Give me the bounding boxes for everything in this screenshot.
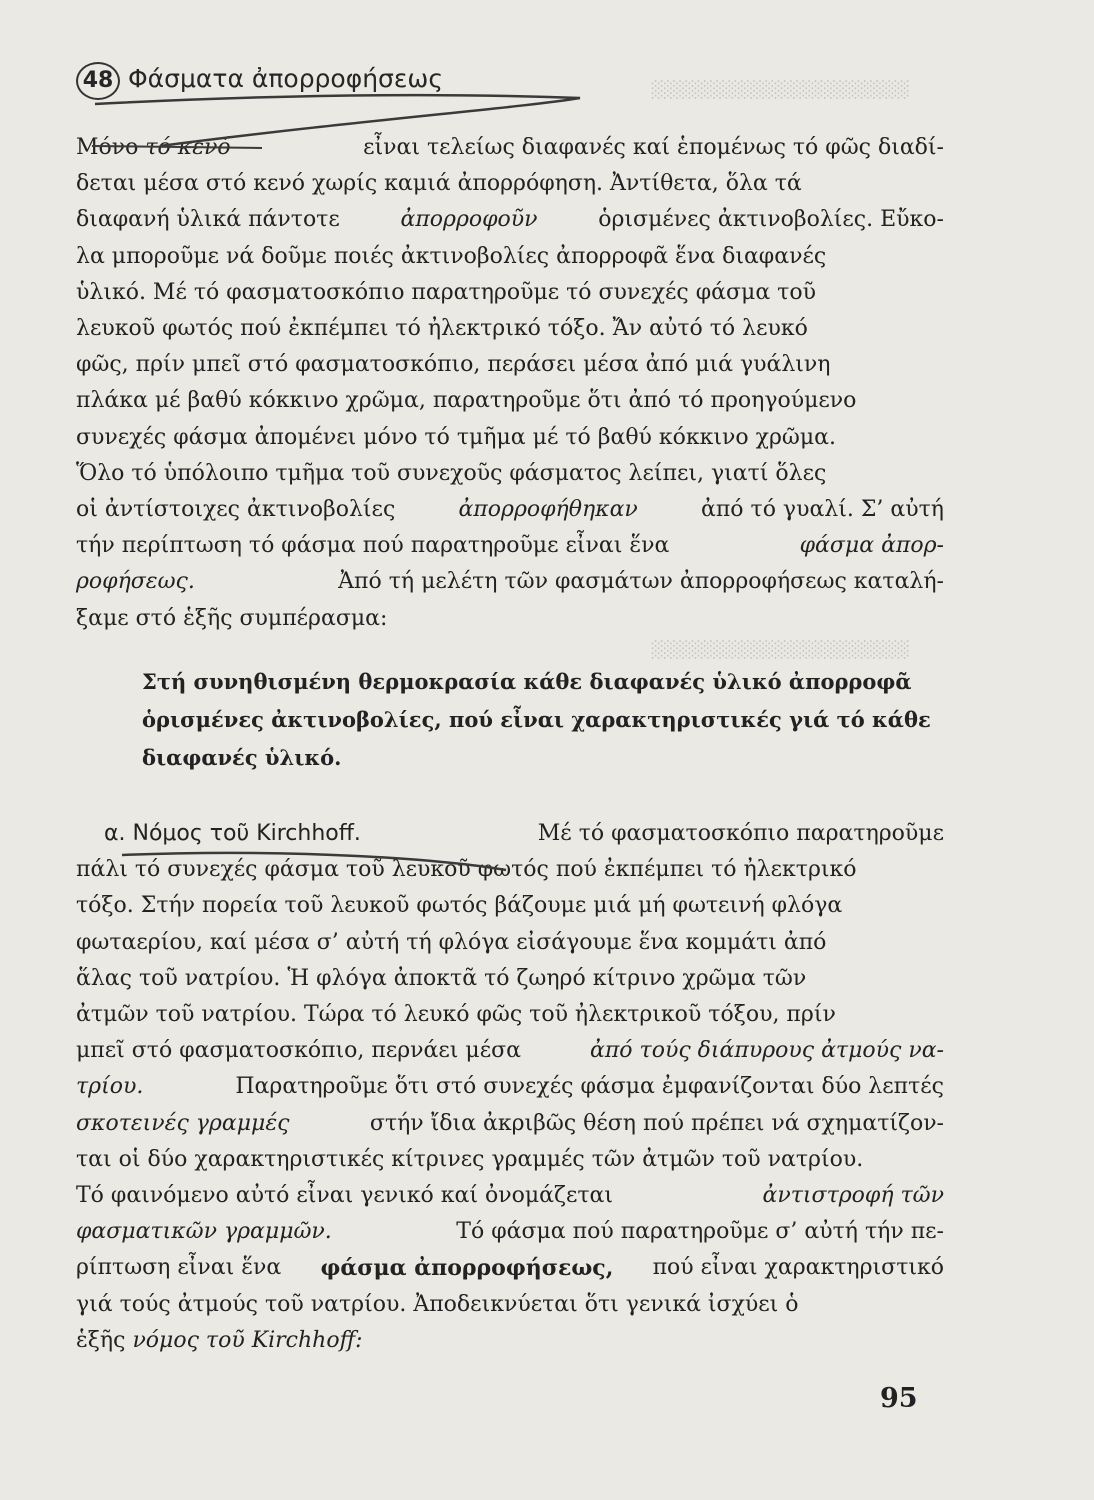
- text-line: πάλι τό συνεχές φάσμα τοῦ λευκοῦ φωτός πού ἐκπέμπει τό ἠλεκτρικό: [76, 857, 857, 883]
- italic-phrase: ἀντιστροφή τῶν: [762, 1183, 944, 1209]
- text-line: φῶς, πρίν μπεῖ στό φασματοσκόπιο, περάσει μέσα ἀπό μιά γυάλινη: [76, 352, 831, 378]
- text-line: γιά τούς ἀτμούς τοῦ νατρίου. Ἀποδεικνύεται ὅτι γενικά ἰσχύει ὁ: [76, 1291, 799, 1317]
- law-statement: [142, 663, 942, 777]
- italic-phrase: ἀπό τούς διάπυρους ἀτμούς να-: [589, 1038, 944, 1064]
- italic-phrase: τρίου.: [76, 1074, 144, 1100]
- italic-phrase: ἀπορροφοῦν: [400, 207, 538, 233]
- italic-phrase: φάσμα ἀπορ-: [799, 533, 944, 559]
- page-number: 95: [880, 1383, 918, 1414]
- text-line: ξαμε στό ἑξῆς συμπέρασμα:: [76, 605, 388, 631]
- section-number: 48: [76, 62, 120, 100]
- text-line: τόξο. Στήν πορεία τοῦ λευκοῦ φωτός βάζουμε μιά μή φωτεινή φλόγα: [76, 893, 843, 919]
- paragraph-2: [76, 816, 944, 1359]
- text-line: οἱ ἀντίστοιχες ἀκτινοβολίες ἀπορροφήθηκαν ἀπό τό γυαλί. Σ’ αὐτή: [76, 492, 944, 528]
- text-line: διαφανές ὑλικό.: [142, 745, 342, 770]
- text-line: διαφανή ὑλικά πάντοτε ἀπορροφοῦν ὁρισμένες ἀκτινοβολίες. Εὔκο-: [76, 202, 944, 238]
- text-line: μπεῖ στό φασματοσκόπιο, περνάει μέσα ἀπό τούς διάπυρους ἀτμούς να-: [76, 1033, 944, 1069]
- show-through-text: ░░░░░░░░░░░░░░░░░░░░░: [650, 80, 909, 99]
- text-line: σκοτεινές γραμμές στήν ἴδια ἀκριβῶς θέση πού πρέπει νά σχηματίζον-: [76, 1106, 944, 1142]
- text-line: τρίου. Παρατηροῦμε ὅτι στό συνεχές φάσμα ἐμφανίζονται δύο λεπτές: [76, 1069, 944, 1105]
- bold-phrase: φάσμα ἀπορροφήσεως,: [320, 1255, 614, 1282]
- italic-phrase: σκοτεινές γραμμές: [76, 1110, 290, 1136]
- text-line: λα μποροῦμε νά δοῦμε ποιές ἀκτινοβολίες ἀπορροφᾶ ἕνα διαφανές: [76, 243, 827, 269]
- section-heading: [76, 62, 443, 100]
- italic-phrase: ἀπορροφήθηκαν: [458, 497, 638, 523]
- italic-phrase: τό κενό: [145, 135, 231, 160]
- paragraph-1: [76, 130, 944, 637]
- text-line: φασματικῶν γραμμῶν. Τό φάσμα πού παρατηροῦμε σ’ αὐτή τήν πε-: [76, 1214, 944, 1250]
- text-line: τήν περίπτωση τό φάσμα πού παρατηροῦμε εἶναι ἕνα φάσμα ἀπορ-: [76, 528, 944, 564]
- show-through-text: ░░░░░░░░░░░░░░░░░░░░░: [650, 640, 909, 659]
- text-line: Τό φαινόμενο αὐτό εἶναι γενικό καί ὀνομάζεται ἀντιστροφή τῶν: [76, 1178, 944, 1214]
- text-line: ἅλας τοῦ νατρίου. Ἡ φλόγα ἀποκτᾶ τό ζωηρό κίτρινο χρῶμα τῶν: [76, 965, 807, 991]
- text-line: Ὅλο τό ὑπόλοιπο τμῆμα τοῦ συνεχοῦς φάσματος λείπει, γιατί ὅλες: [76, 460, 827, 486]
- italic-phrase: νόμος τοῦ Kirchhoff:: [132, 1327, 363, 1353]
- text-line: λευκοῦ φωτός πού ἐκπέμπει τό ἠλεκτρικό τόξο. Ἄν αὐτό τό λευκό: [76, 316, 808, 342]
- text-line: Στή συνηθισμένη θερμοκρασία κάθε διαφανές ὑλικό ἀπορροφᾶ: [142, 669, 912, 694]
- text-line: δεται μέσα στό κενό χωρίς καμιά ἀπορρόφηση. Ἀντίθετα, ὅλα τά: [76, 171, 802, 197]
- text-line: α. Νόμος τοῦ Kirchhoff. Μέ τό φασματοσκόπιο παρατηροῦμε: [104, 821, 944, 846]
- text-line: Μόνο τό κενό εἶναι τελείως διαφανές καί ἑπομένως τό φῶς διαδί-: [76, 135, 944, 160]
- kirchhoff-subheading: Νόμος τοῦ Kirchhoff.: [132, 821, 361, 846]
- italic-phrase: ροφήσεως.: [76, 569, 195, 595]
- text-line: ὑλικό. Μέ τό φασματοσκόπιο παρατηροῦμε τό συνεχές φάσμα τοῦ: [76, 279, 816, 305]
- text-line: πλάκα μέ βαθύ κόκκινο χρῶμα, παρατηροῦμε ὅτι ἀπό τό προηγούμενο: [76, 388, 857, 414]
- text-line: ται οἱ δύο χαρακτηριστικές κίτρινες γραμμές τῶν ἀτμῶν τοῦ νατρίου.: [76, 1146, 864, 1172]
- text-line: ἀτμῶν τοῦ νατρίου. Τώρα τό λευκό φῶς τοῦ ἠλεκτρικοῦ τόξου, πρίν: [76, 1002, 836, 1028]
- italic-phrase: φασματικῶν γραμμῶν.: [76, 1219, 332, 1245]
- text-line: συνεχές φάσμα ἀπομένει μόνο τό τμῆμα μέ τό βαθύ κόκκινο χρῶμα.: [76, 424, 837, 450]
- text-line: φωταερίου, καί μέσα σ’ αὐτή τή φλόγα εἰσάγουμε ἕνα κομμάτι ἀπό: [76, 929, 827, 955]
- text-line: ροφήσεως. Ἀπό τή μελέτη τῶν φασμάτων ἀπορροφήσεως καταλή-: [76, 564, 944, 600]
- text-line: ἑξῆς νόμος τοῦ Kirchhoff:: [76, 1323, 944, 1359]
- section-title: Φάσματα ἀπορροφήσεως: [128, 64, 444, 93]
- text-line: ρίπτωση εἶναι ἕνα φάσμα ἀπορροφήσεως, πού εἶναι χαρακτηριστικό: [76, 1250, 944, 1286]
- text-line: ὁρισμένες ἀκτινοβολίες, πού εἶναι χαρακτηριστικές γιά τό κάθε: [142, 707, 931, 732]
